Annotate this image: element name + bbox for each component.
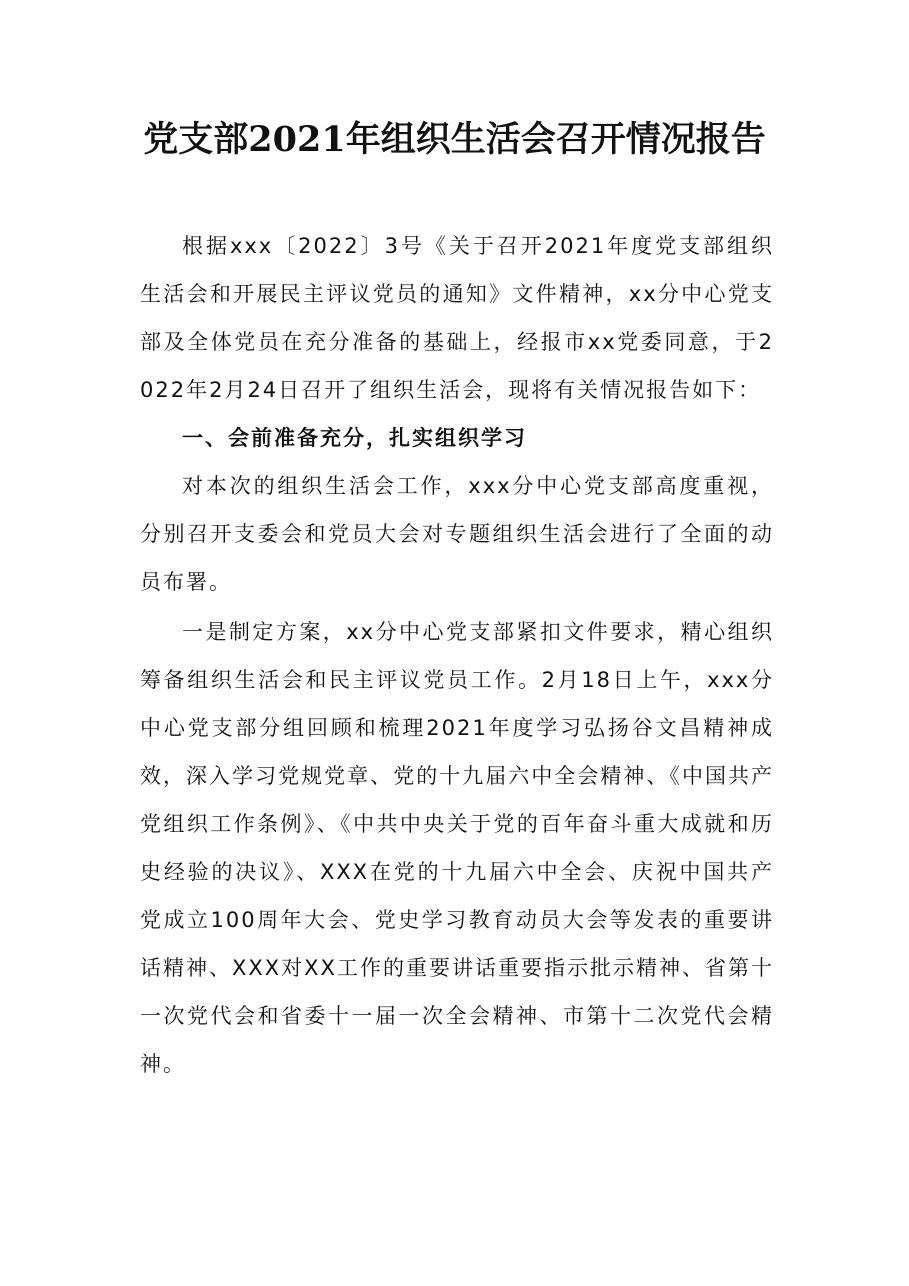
intro-paragraph: 根据xxx〔2022〕3号《关于召开2021年度党支部组织生活会和开展民主评议党员的通知》文件精神，xx分中心党支部及全体党员在充分准备的基础上，经报市xx党委同意，于2022年2月24日召开了组织生活会，现将有关情况报告如下：: [140, 234, 774, 402]
document-title: 党支部2021年组织生活会召开情况报告: [143, 119, 766, 160]
body-paragraph: 对本次的组织生活会工作，xxx分中心党支部高度重视，分别召开支委会和党员大会对专题组织生活会进行了全面的动员布署。: [140, 474, 774, 594]
body-paragraph: 一是制定方案，xx分中心党支部紧扣文件要求，精心组织筹备组织生活会和民主评议党员工作。2月18日上午，xxx分中心党支部分组回顾和梳理2021年度学习弘扬谷文昌精神成效，深入学习党规党章、党的十九届六中全会精神、《中国共产党组织工作条例》、《中共中央关于党的百年奋斗重大成就和历史经验的决议》、XXX在党的十九届六中全会、庆祝中国共产党成立100周年大会、党史学习教育动员大会等发表的重要讲话精神、XXX对XX工作的重要讲话重要指示批示精神、省第十一次党代会和省委十一届一次全会精神、市第十二次党代会精神。: [140, 620, 774, 1076]
document-body: [140, 222, 774, 1088]
section-heading: 一、会前准备充分，扎实组织学习: [182, 426, 527, 450]
